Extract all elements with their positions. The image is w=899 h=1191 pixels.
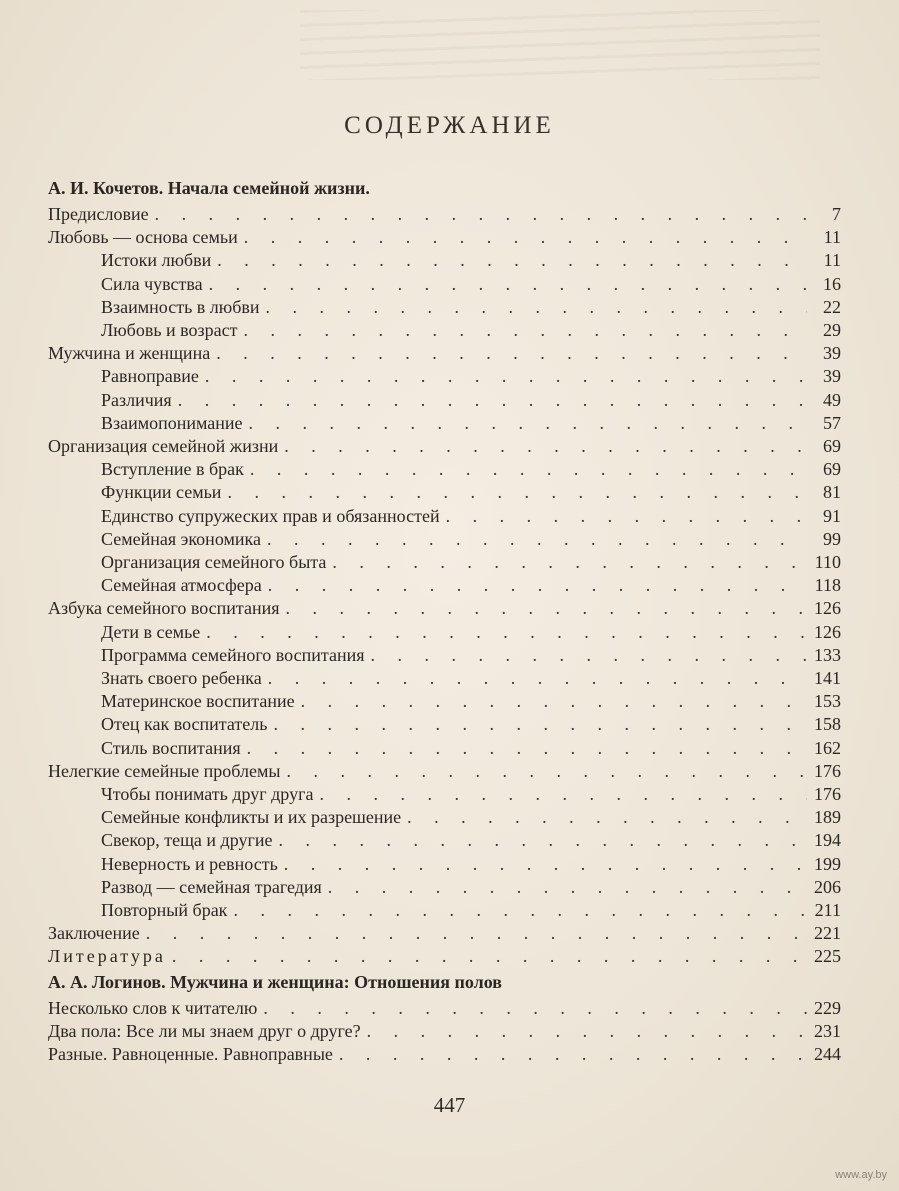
toc-entry-label: Вступление в брак — [101, 459, 244, 480]
toc-entry-label: Взаимопонимание — [101, 412, 243, 433]
toc-entry — [101, 643, 841, 667]
toc-entry-label: Семейная экономика — [101, 528, 261, 549]
section-heading: А. И. Кочетов. Начала семейной жизни. — [48, 178, 370, 198]
toc-entry — [101, 272, 841, 296]
toc-entry-label: Два пола: Все ли мы знаем друг о друге? — [48, 1021, 361, 1042]
toc-entry-label: Материнское воспитание — [101, 691, 295, 712]
dot-leader — [211, 248, 807, 272]
toc-entry-label: Несколько слов к читателю — [48, 998, 258, 1018]
toc-entry-page: 199 — [814, 853, 841, 874]
dot-leader — [200, 620, 807, 644]
dot-leader — [238, 225, 807, 249]
dot-leader — [261, 527, 807, 551]
toc-entry-page: 16 — [823, 273, 841, 294]
dot-leader — [203, 272, 807, 296]
toc-entry-label: Свекор, теща и другие — [101, 830, 273, 851]
toc-entry-label: Литература — [48, 946, 166, 967]
toc-entry-page: 133 — [814, 644, 841, 665]
toc-entry-label: Организация семейного быта — [101, 552, 327, 572]
toc-entry — [48, 1042, 841, 1066]
toc-entry-label: Дети в семье — [101, 621, 201, 642]
toc-entry-label: Программа семейного воспитания — [101, 644, 365, 665]
toc-entry-page: 231 — [814, 1021, 841, 1042]
toc-entry — [101, 388, 841, 412]
toc-entry — [101, 411, 841, 435]
dot-leader — [322, 875, 807, 899]
toc-entry-label: Семейная атмосфера — [101, 575, 262, 596]
toc-entry — [101, 805, 841, 829]
dot-leader — [241, 736, 807, 760]
toc-entry-page: 110 — [814, 552, 841, 572]
dot-leader — [260, 295, 808, 319]
toc-entry-label: Знать своего ребенка — [101, 668, 262, 688]
toc-entry-page: 11 — [823, 250, 841, 271]
toc-entry-label: Азбука семейного воспитания — [48, 598, 280, 619]
dot-leader — [440, 504, 807, 528]
dot-leader — [278, 434, 807, 458]
toc-entry-page: 69 — [823, 436, 841, 456]
dot-leader — [401, 805, 807, 829]
toc-entry-page: 225 — [814, 946, 841, 967]
toc-entry — [48, 202, 841, 226]
toc-entry-label: Функции семьи — [101, 482, 222, 503]
toc-entry-page: 126 — [814, 598, 841, 619]
toc-entry-page: 176 — [814, 760, 841, 781]
toc-entry-label: Любовь и возраст — [101, 320, 238, 340]
toc-entry-page: 176 — [814, 784, 841, 804]
dot-leader — [244, 457, 807, 481]
toc-entry — [48, 759, 841, 783]
bleed-through-text — [300, 10, 820, 80]
toc-entry — [101, 852, 841, 876]
dot-leader — [361, 1019, 807, 1043]
toc-entry-page: 69 — [823, 459, 841, 480]
toc-entry — [101, 364, 841, 388]
toc-entry-label: Организация семейной жизни — [48, 436, 279, 456]
toc-entry-page: 126 — [814, 621, 841, 642]
toc-entry — [101, 875, 841, 899]
toc-entry-label: Взаимность в любви — [101, 296, 260, 317]
toc-entry-label: Семейные конфликты и их разрешение — [101, 807, 402, 828]
dot-leader — [257, 996, 807, 1020]
toc-entry-page: 118 — [814, 575, 841, 596]
toc-entry — [101, 712, 841, 736]
toc-entry-label: Нелегкие семейные проблемы — [48, 760, 281, 781]
toc-entry-label: Предисловие — [48, 204, 149, 224]
toc-entry — [101, 248, 841, 272]
dot-leader — [295, 689, 807, 713]
toc-entry — [101, 550, 841, 574]
dot-leader — [280, 596, 807, 620]
toc-entry-label: Развод — семейная трагедия — [101, 876, 322, 897]
toc-entry-label: Заключение — [48, 923, 140, 944]
toc-entry-label: Отец как воспитатель — [101, 714, 268, 735]
toc-entry-page: 22 — [823, 296, 841, 317]
dot-leader — [262, 666, 807, 690]
dot-leader — [199, 364, 807, 388]
toc-entry-page: 153 — [814, 691, 841, 712]
toc-entry — [101, 736, 841, 760]
toc-entry — [48, 944, 841, 968]
dot-leader — [326, 550, 807, 574]
toc-entry-label: Стиль воспитания — [101, 737, 241, 758]
dot-leader — [210, 341, 807, 365]
toc-entry-label: Сила чувства — [101, 273, 203, 294]
toc-entry — [101, 504, 841, 528]
toc-entry — [101, 782, 841, 806]
dot-leader — [172, 388, 807, 412]
toc-entry-page: 7 — [832, 204, 841, 224]
toc-entry-label: Повторный брак — [101, 900, 228, 920]
page-number: 447 — [433, 1093, 466, 1117]
section-heading: А. А. Логинов. Мужчина и женщина: Отношения полов — [48, 972, 503, 992]
dot-leader — [333, 1042, 807, 1066]
toc-entry-page: 206 — [814, 876, 841, 897]
dot-leader — [238, 318, 808, 342]
dot-leader — [278, 852, 807, 876]
watermark: www.ay.by — [835, 1169, 887, 1181]
toc-entry-label: Мужчина и женщина — [48, 343, 211, 364]
toc-entry-page: 244 — [814, 1044, 841, 1065]
dot-leader — [262, 573, 807, 597]
toc-entry — [101, 573, 841, 597]
toc-entry-label: Истоки любви — [101, 250, 212, 271]
dot-leader — [280, 759, 807, 783]
toc-entry-page: 57 — [823, 412, 841, 433]
dot-leader — [166, 944, 807, 968]
toc-entry — [101, 689, 841, 713]
toc-entry — [48, 1019, 841, 1043]
toc-entry-page: 158 — [814, 714, 841, 735]
toc-entry-page: 162 — [814, 737, 841, 758]
toc-entry — [101, 295, 841, 319]
toc-entry-label: Равноправие — [101, 366, 199, 387]
toc-entry — [101, 666, 841, 690]
toc-entry-page: 81 — [823, 482, 841, 503]
toc-entry-page: 91 — [823, 505, 841, 526]
toc-entry — [101, 828, 841, 852]
dot-leader — [243, 411, 807, 435]
toc-entry-page: 29 — [823, 320, 841, 340]
toc-entry-page: 49 — [823, 389, 841, 410]
toc-entry-page: 189 — [814, 807, 841, 828]
toc-entry-label: Любовь — основа семьи — [48, 227, 238, 248]
toc-entry — [48, 921, 841, 945]
toc-entry — [101, 527, 841, 551]
toc-entry-page: 141 — [814, 668, 841, 688]
toc-entry — [48, 341, 841, 365]
dot-leader — [140, 921, 807, 945]
toc-entry-label: Разные. Равноценные. Равноправные — [48, 1044, 333, 1065]
dot-leader — [221, 480, 807, 504]
toc-entry-page: 11 — [823, 227, 841, 248]
toc-entry — [48, 434, 841, 458]
dot-leader — [267, 712, 807, 736]
toc-entry-page: 194 — [814, 830, 841, 851]
toc-entry-page: 99 — [823, 528, 841, 549]
toc-entry-label: Различия — [101, 389, 172, 410]
dot-leader — [313, 782, 807, 806]
dot-leader — [365, 643, 808, 667]
toc-entry-label: Единство супружеских прав и обязанностей — [101, 505, 440, 526]
toc-entry — [101, 318, 841, 342]
toc-entry-page: 39 — [823, 343, 841, 364]
toc-entry — [101, 480, 841, 504]
toc-entry-page: 229 — [814, 998, 841, 1018]
toc-entry-page: 221 — [814, 923, 841, 944]
toc-entry — [101, 898, 841, 922]
toc-entry-page: 39 — [823, 366, 841, 387]
toc-entry — [48, 225, 841, 249]
toc-entry-page: 211 — [814, 900, 841, 920]
toc-entry — [48, 596, 841, 620]
dot-leader — [227, 898, 807, 922]
toc-entry-label: Чтобы понимать друг друга — [101, 784, 314, 804]
toc-entry — [101, 457, 841, 481]
dot-leader — [272, 828, 807, 852]
toc-entry — [101, 620, 841, 644]
page-title: СОДЕРЖАНИЕ — [344, 112, 555, 139]
toc-entry-label: Неверность и ревность — [101, 853, 278, 874]
toc-entry — [48, 996, 841, 1020]
dot-leader — [149, 202, 807, 226]
